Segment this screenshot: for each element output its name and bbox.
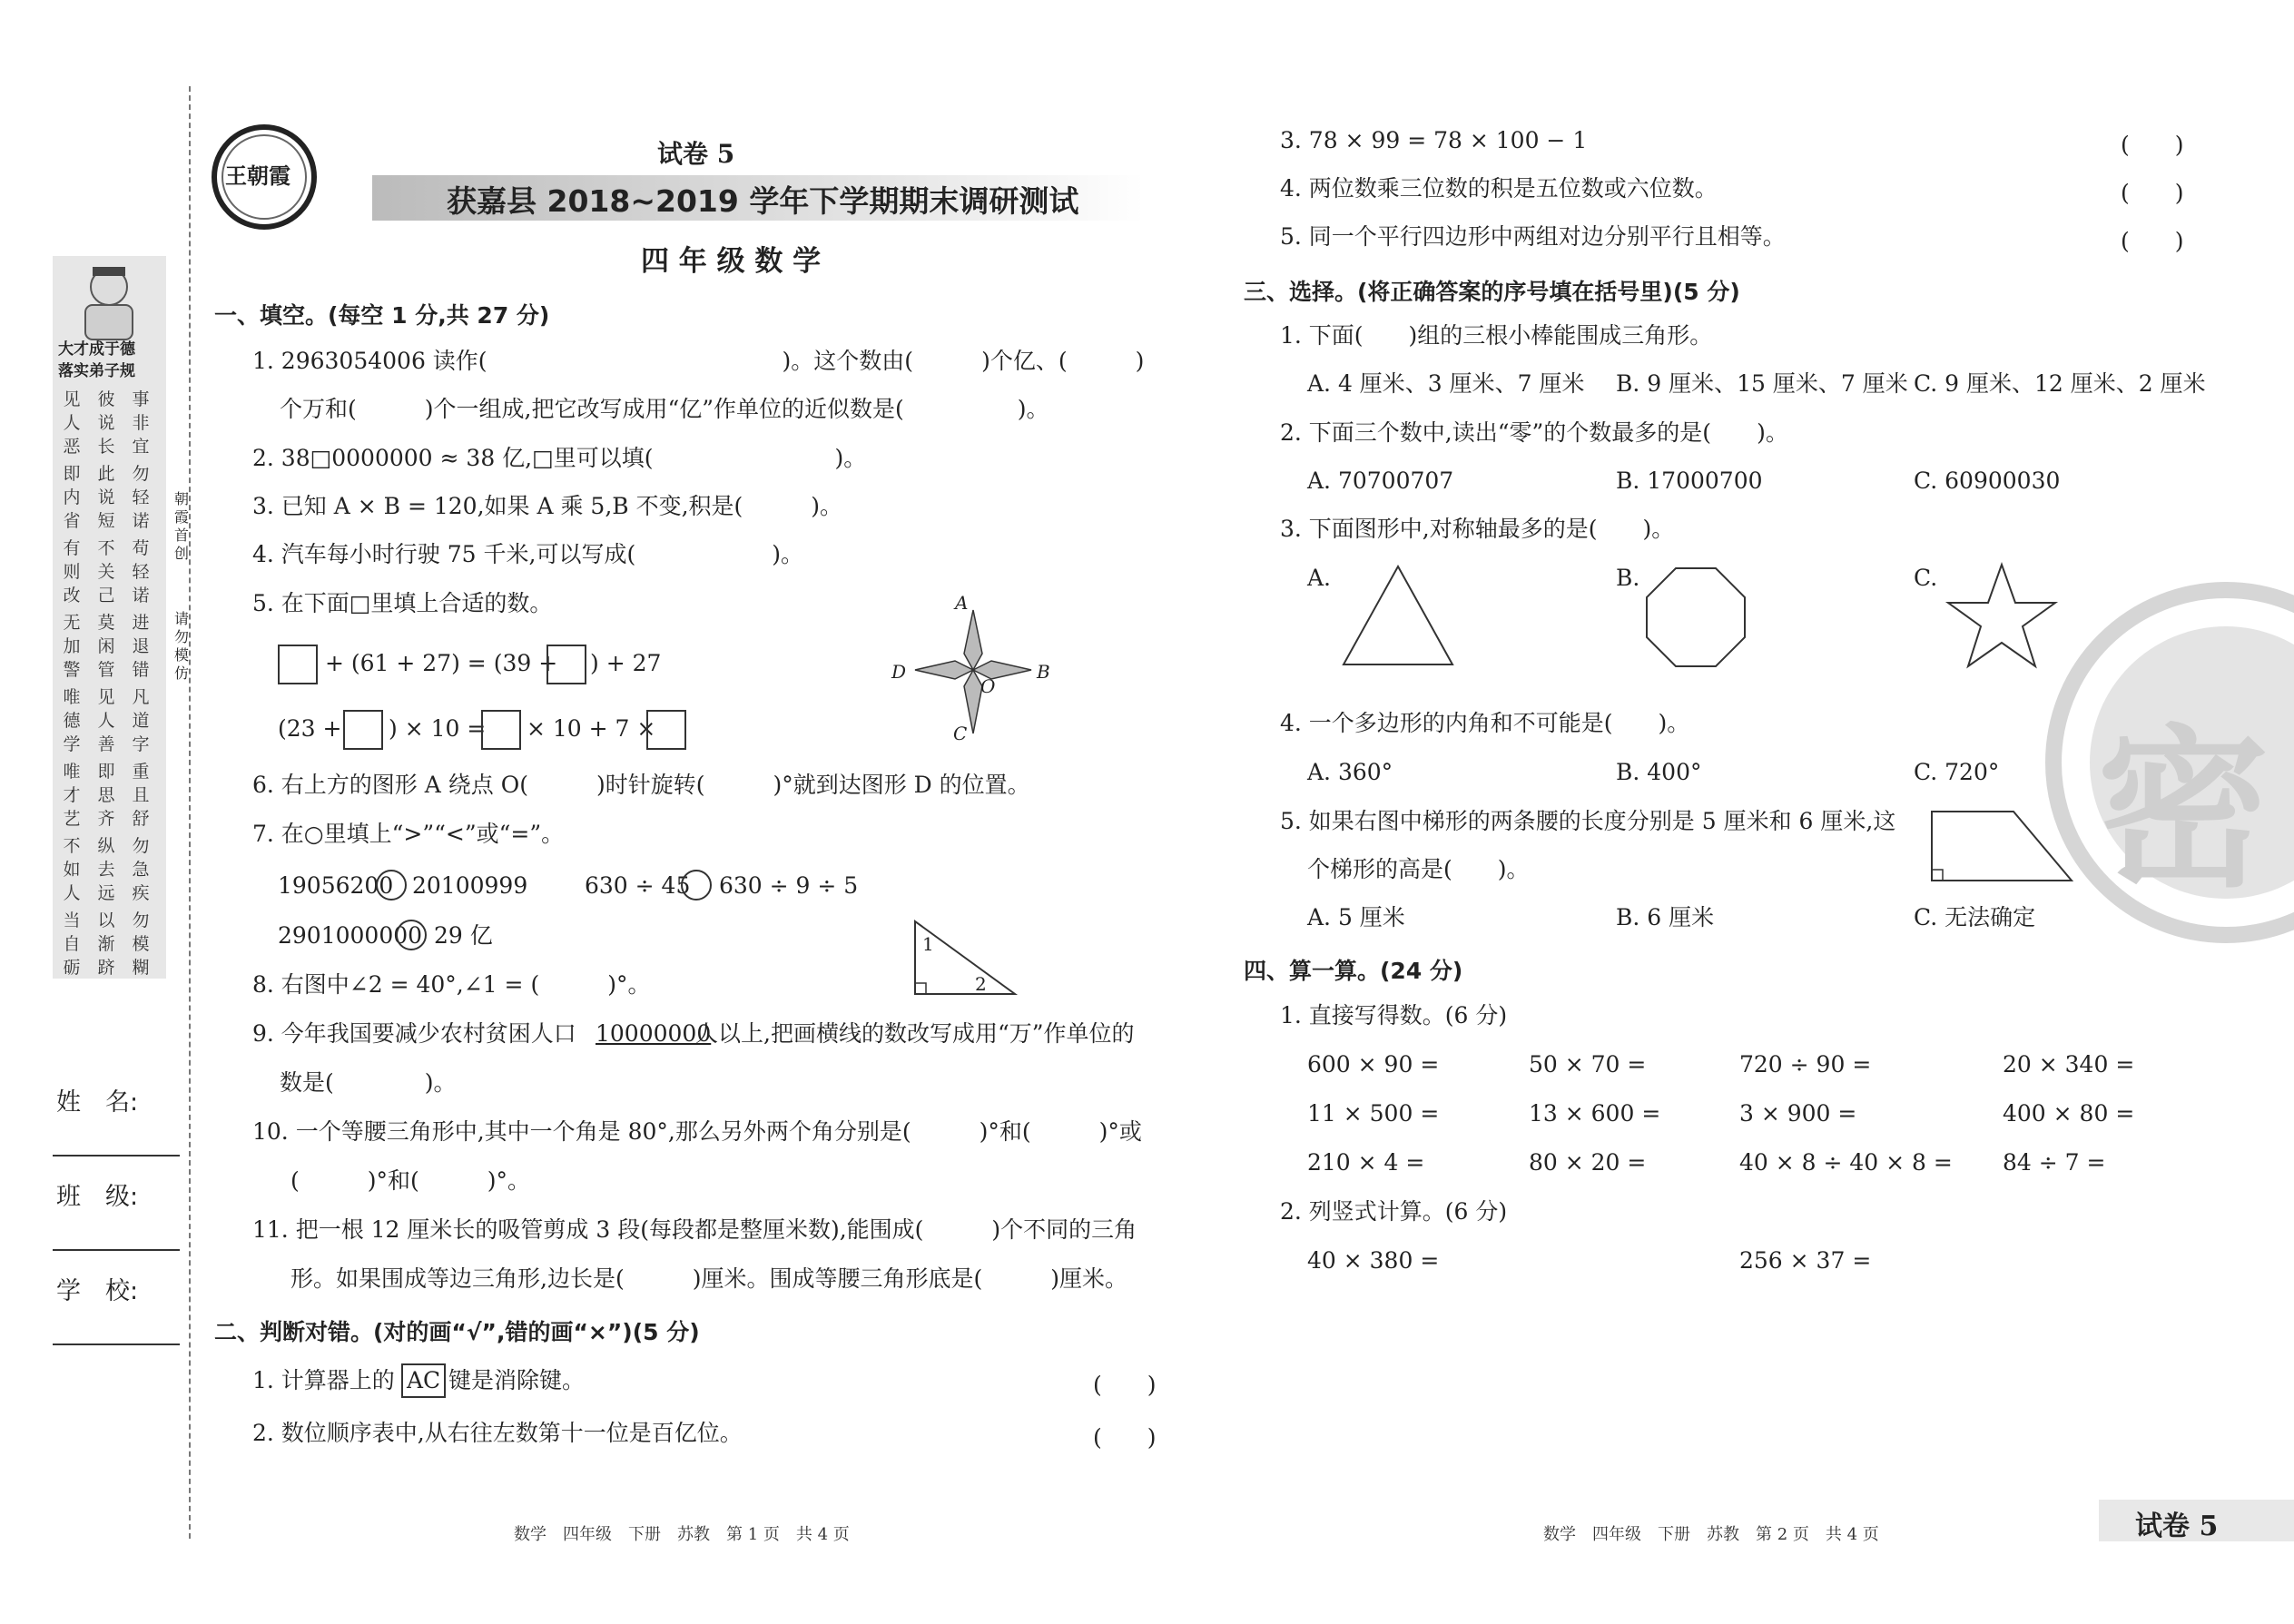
q7-circle-2[interactable] (681, 870, 712, 901)
q7-circle-1[interactable] (376, 870, 407, 901)
side-note-1: 朝霞首创 (174, 490, 190, 562)
side-note-2: 请勿模仿 (174, 610, 190, 682)
angle-label-2: 2 (975, 973, 987, 995)
s2-q1-bracket[interactable]: ( ) (1093, 1372, 1157, 1398)
s1-q9b: 人以上,把画横线的数改写成用“万”作单位的 (695, 1020, 1135, 1047)
s1-q7-a1: 19056200 (278, 872, 394, 899)
s2-q3: 3. 78 × 99 = 78 × 100 − 1 (1280, 127, 1588, 153)
logo-text: 王朝霞 (225, 162, 290, 189)
s1-q4: 4. 汽车每小时行驶 75 千米,可以写成( )。 (252, 541, 803, 567)
q5-box-1[interactable] (278, 645, 318, 684)
triangle-shape (1334, 563, 1462, 672)
s1-q11b: 形。如果围成等边三角形,边长是( )厘米。围成等腰三角形底是( )厘米。 (290, 1265, 1127, 1292)
footer-badge: 试卷 5 (2135, 1511, 2219, 1542)
class-line[interactable] (53, 1249, 180, 1251)
s3-q1: 1. 下面( )组的三根小棒能围成三角形。 (1280, 322, 1713, 349)
q5-box-2[interactable] (546, 645, 586, 684)
s2-q4-bracket[interactable]: ( ) (2121, 180, 2184, 206)
calc-r1-c4: 20 × 340 = (2003, 1051, 2135, 1078)
s1-q9c: 数是( )。 (280, 1069, 457, 1096)
s1-q5: 5. 在下面□里填上合适的数。 (252, 590, 553, 616)
s3-q2: 2. 下面三个数中,读出“零”的个数最多的是( )。 (1280, 419, 1788, 446)
fig-label-b: B (1037, 661, 1050, 683)
s1-q5-l1-mid: + (61 + 27) = (39 + (325, 650, 558, 676)
section3-title: 三、选择。(将正确答案的序号填在括号里)(5 分) (1244, 279, 1740, 305)
motto-column: 苟轻诺 (132, 538, 150, 605)
calc-r1-c2: 50 × 70 = (1529, 1051, 1647, 1078)
motto-column: 事非宜 (132, 389, 150, 457)
s3-q1-opt-a: A. 4 厘米、3 厘米、7 厘米 (1307, 370, 1585, 397)
s1-q2: 2. 38□0000000 ≈ 38 亿,□里可以填( )。 (252, 445, 867, 471)
right-triangle-figure (906, 917, 1024, 999)
motto-column: 勿急疾 (132, 836, 150, 903)
calc-r2-c2: 13 × 600 = (1529, 1100, 1661, 1127)
calc-r3-c2: 80 × 20 = (1529, 1149, 1647, 1176)
q5-box-4[interactable] (481, 710, 521, 750)
s3-q3-opt-c: C. (1914, 565, 1938, 591)
motto-sidebar (53, 256, 166, 979)
stamp-char: 密 (2097, 710, 2270, 910)
motto-column: 见人善 (97, 687, 115, 754)
s1-q11a: 11. 把一根 12 厘米长的吸管剪成 3 段(每段都是整厘米数),能围成( )个不同的三角 (252, 1216, 1137, 1243)
s1-q7-a2: 20100999 (412, 872, 528, 899)
s4-q2: 2. 列竖式计算。(6 分) (1280, 1198, 1508, 1225)
motto-top2: 落实弟子规 (58, 362, 135, 380)
ac-key: AC (401, 1363, 446, 1398)
s1-q7-b1: 630 ÷ 45 (585, 872, 691, 899)
s3-q2-opt-c: C. 60900030 (1914, 468, 2061, 494)
s1-q5-l2-a: (23 + (278, 715, 342, 742)
s1-q9a: 9. 今年我国要减少农村贫困人口 (252, 1020, 576, 1047)
s3-q3: 3. 下面图形中,对称轴最多的是( )。 (1280, 516, 1675, 542)
s3-q1-opt-c: C. 9 厘米、12 厘米、2 厘米 (1914, 370, 2206, 397)
calc-r2-c1: 11 × 500 = (1307, 1100, 1440, 1127)
motto-column: 不关己 (97, 538, 115, 605)
s2-q2-bracket[interactable]: ( ) (1093, 1424, 1157, 1451)
s1-q7-c1: 2901000000 (278, 922, 423, 949)
footer-left: 数学 四年级 下册 苏教 第 1 页 共 4 页 (514, 1525, 850, 1544)
calc-r3-c3: 40 × 8 ÷ 40 × 8 = (1739, 1149, 1953, 1176)
calc-r1-c1: 600 × 90 = (1307, 1051, 1440, 1078)
s1-q1b: 个万和( )个一组成,把它改写成用“亿”作单位的近似数是( )。 (280, 396, 1049, 422)
motto-column: 不如人 (63, 836, 81, 903)
motto-column: 此说短 (97, 464, 115, 531)
section2-title: 二、判断对错。(对的画“√”,错的画“×”)(5 分) (214, 1319, 700, 1345)
s1-q10a: 10. 一个等腰三角形中,其中一个角是 80°,那么另外两个角分别是( )°和( )°或 (252, 1118, 1142, 1145)
s1-q9-number: 10000000 (596, 1020, 712, 1047)
s3-q4-opt-b: B. 400° (1616, 759, 1702, 785)
s3-q4: 4. 一个多边形的内角和不可能是( )。 (1280, 710, 1690, 736)
s2-q1a: 1. 计算器上的 (252, 1367, 395, 1393)
school-line[interactable] (53, 1343, 180, 1345)
motto-column: 见人恶 (63, 389, 81, 457)
s2-q5-bracket[interactable]: ( ) (2121, 228, 2184, 254)
s3-q5-opt-a: A. 5 厘米 (1307, 904, 1405, 930)
vert-calc-1: 40 × 380 = (1307, 1247, 1440, 1274)
motto-column: 进退错 (132, 613, 150, 680)
s2-q4: 4. 两位数乘三位数的积是五位数或六位数。 (1280, 175, 1718, 202)
motto-column: 当自砺 (63, 910, 81, 978)
vert-calc-2: 256 × 37 = (1739, 1247, 1872, 1274)
calc-r3-c1: 210 × 4 = (1307, 1149, 1425, 1176)
section1-title: 一、填空。(每空 1 分,共 27 分) (214, 302, 550, 329)
calc-r2-c3: 3 × 900 = (1739, 1100, 1857, 1127)
motto-top: 大才成于德 (58, 340, 135, 359)
fig-label-a: A (955, 592, 969, 614)
scholar-icon (53, 260, 166, 346)
cut-line (189, 86, 191, 1539)
exam-subtitle: 四 年 级 数 学 (641, 245, 822, 278)
s3-q5-opt-b: B. 6 厘米 (1616, 904, 1715, 930)
motto-column: 唯德学 (63, 687, 81, 754)
s1-q1a: 1. 2963054006 读作( )。这个数由( )个亿、( ) (252, 348, 1145, 374)
s1-q7-c2: 29 亿 (434, 922, 493, 949)
motto-column: 凡道字 (132, 687, 150, 754)
s1-q7-b2: 630 ÷ 9 ÷ 5 (719, 872, 859, 899)
school-label: 学 校: (56, 1277, 139, 1305)
motto-column: 唯才艺 (63, 762, 81, 829)
s1-q3: 3. 已知 A × B = 120,如果 A 乘 5,B 不变,积是( )。 (252, 493, 843, 519)
q7-circle-3[interactable] (396, 920, 427, 950)
motto-column: 即思齐 (97, 762, 115, 829)
calc-r2-c4: 400 × 80 = (2003, 1100, 2135, 1127)
motto-column: 彼说长 (97, 389, 115, 457)
q5-box-5[interactable] (646, 710, 686, 750)
s3-q1-opt-b: B. 9 厘米、15 厘米、7 厘米 (1616, 370, 1908, 397)
s3-q3-opt-b: B. (1616, 565, 1640, 591)
s1-q10b: ( )°和( )°。 (290, 1167, 531, 1194)
s1-q7: 7. 在○里填上“>”“<”或“=”。 (252, 821, 565, 847)
motto-column: 莫闲管 (97, 613, 115, 680)
s1-q5-l2-b: ) × 10 = (389, 715, 487, 742)
motto-column: 重且舒 (132, 762, 150, 829)
s1-q6: 6. 右上方的图形 A 绕点 O( )时针旋转( )°就到达图形 D 的位置。 (252, 772, 1030, 798)
s3-q4-opt-a: A. 360° (1307, 759, 1393, 785)
footer-right: 数学 四年级 下册 苏教 第 2 页 共 4 页 (1543, 1525, 1879, 1544)
exam-title: 获嘉县 2018~2019 学年下学期期末调研测试 (447, 183, 1079, 219)
series-label: 试卷 5 (657, 139, 735, 169)
calc-r1-c3: 720 ÷ 90 = (1739, 1051, 1872, 1078)
s2-q3-bracket[interactable]: ( ) (2121, 132, 2184, 158)
s3-q3-opt-a: A. (1307, 565, 1332, 591)
s2-q2: 2. 数位顺序表中,从右往左数第十一位是百亿位。 (252, 1420, 743, 1446)
s1-q5-l1-end: ) + 27 (590, 650, 662, 676)
motto-column: 以渐跻 (97, 910, 115, 978)
section4-title: 四、算一算。(24 分) (1244, 958, 1463, 984)
fig-label-o: O (980, 675, 996, 697)
name-label: 姓 名: (56, 1088, 139, 1117)
s3-q5-opt-c: C. 无法确定 (1914, 904, 2036, 930)
s1-q5-l2-c: × 10 + 7 × (527, 715, 656, 742)
s3-q2-opt-b: B. 17000700 (1616, 468, 1763, 494)
fig-label-c: C (953, 723, 968, 744)
s3-q5a: 5. 如果右图中梯形的两条腰的长度分别是 5 厘米和 6 厘米,这 (1280, 808, 1896, 834)
octagon-shape (1641, 563, 1750, 672)
class-label: 班 级: (56, 1183, 139, 1211)
motto-column: 勿模糊 (132, 910, 150, 978)
s3-q2-opt-a: A. 70700707 (1307, 468, 1454, 494)
motto-column: 即内省 (63, 464, 81, 531)
s4-q1: 1. 直接写得数。(6 分) (1280, 1002, 1508, 1029)
s3-q4-opt-c: C. 720° (1914, 759, 2000, 785)
q5-box-3[interactable] (343, 710, 383, 750)
s1-q8: 8. 右图中∠2 = 40°,∠1 = ( )°。 (252, 971, 651, 998)
motto-column: 无加警 (63, 613, 81, 680)
motto-column: 纵去远 (97, 836, 115, 903)
motto-column: 勿轻诺 (132, 464, 150, 531)
s2-q5: 5. 同一个平行四边形中两组对边分别平行且相等。 (1280, 223, 1786, 250)
fig-label-d: D (891, 661, 907, 683)
s2-q1b: 键是消除键。 (448, 1367, 586, 1393)
name-line[interactable] (53, 1155, 180, 1156)
angle-label-1: 1 (922, 933, 934, 955)
calc-r3-c4: 84 ÷ 7 = (2003, 1149, 2106, 1176)
motto-column: 有则改 (63, 538, 81, 605)
s3-q5b: 个梯形的高是( )。 (1307, 856, 1530, 882)
